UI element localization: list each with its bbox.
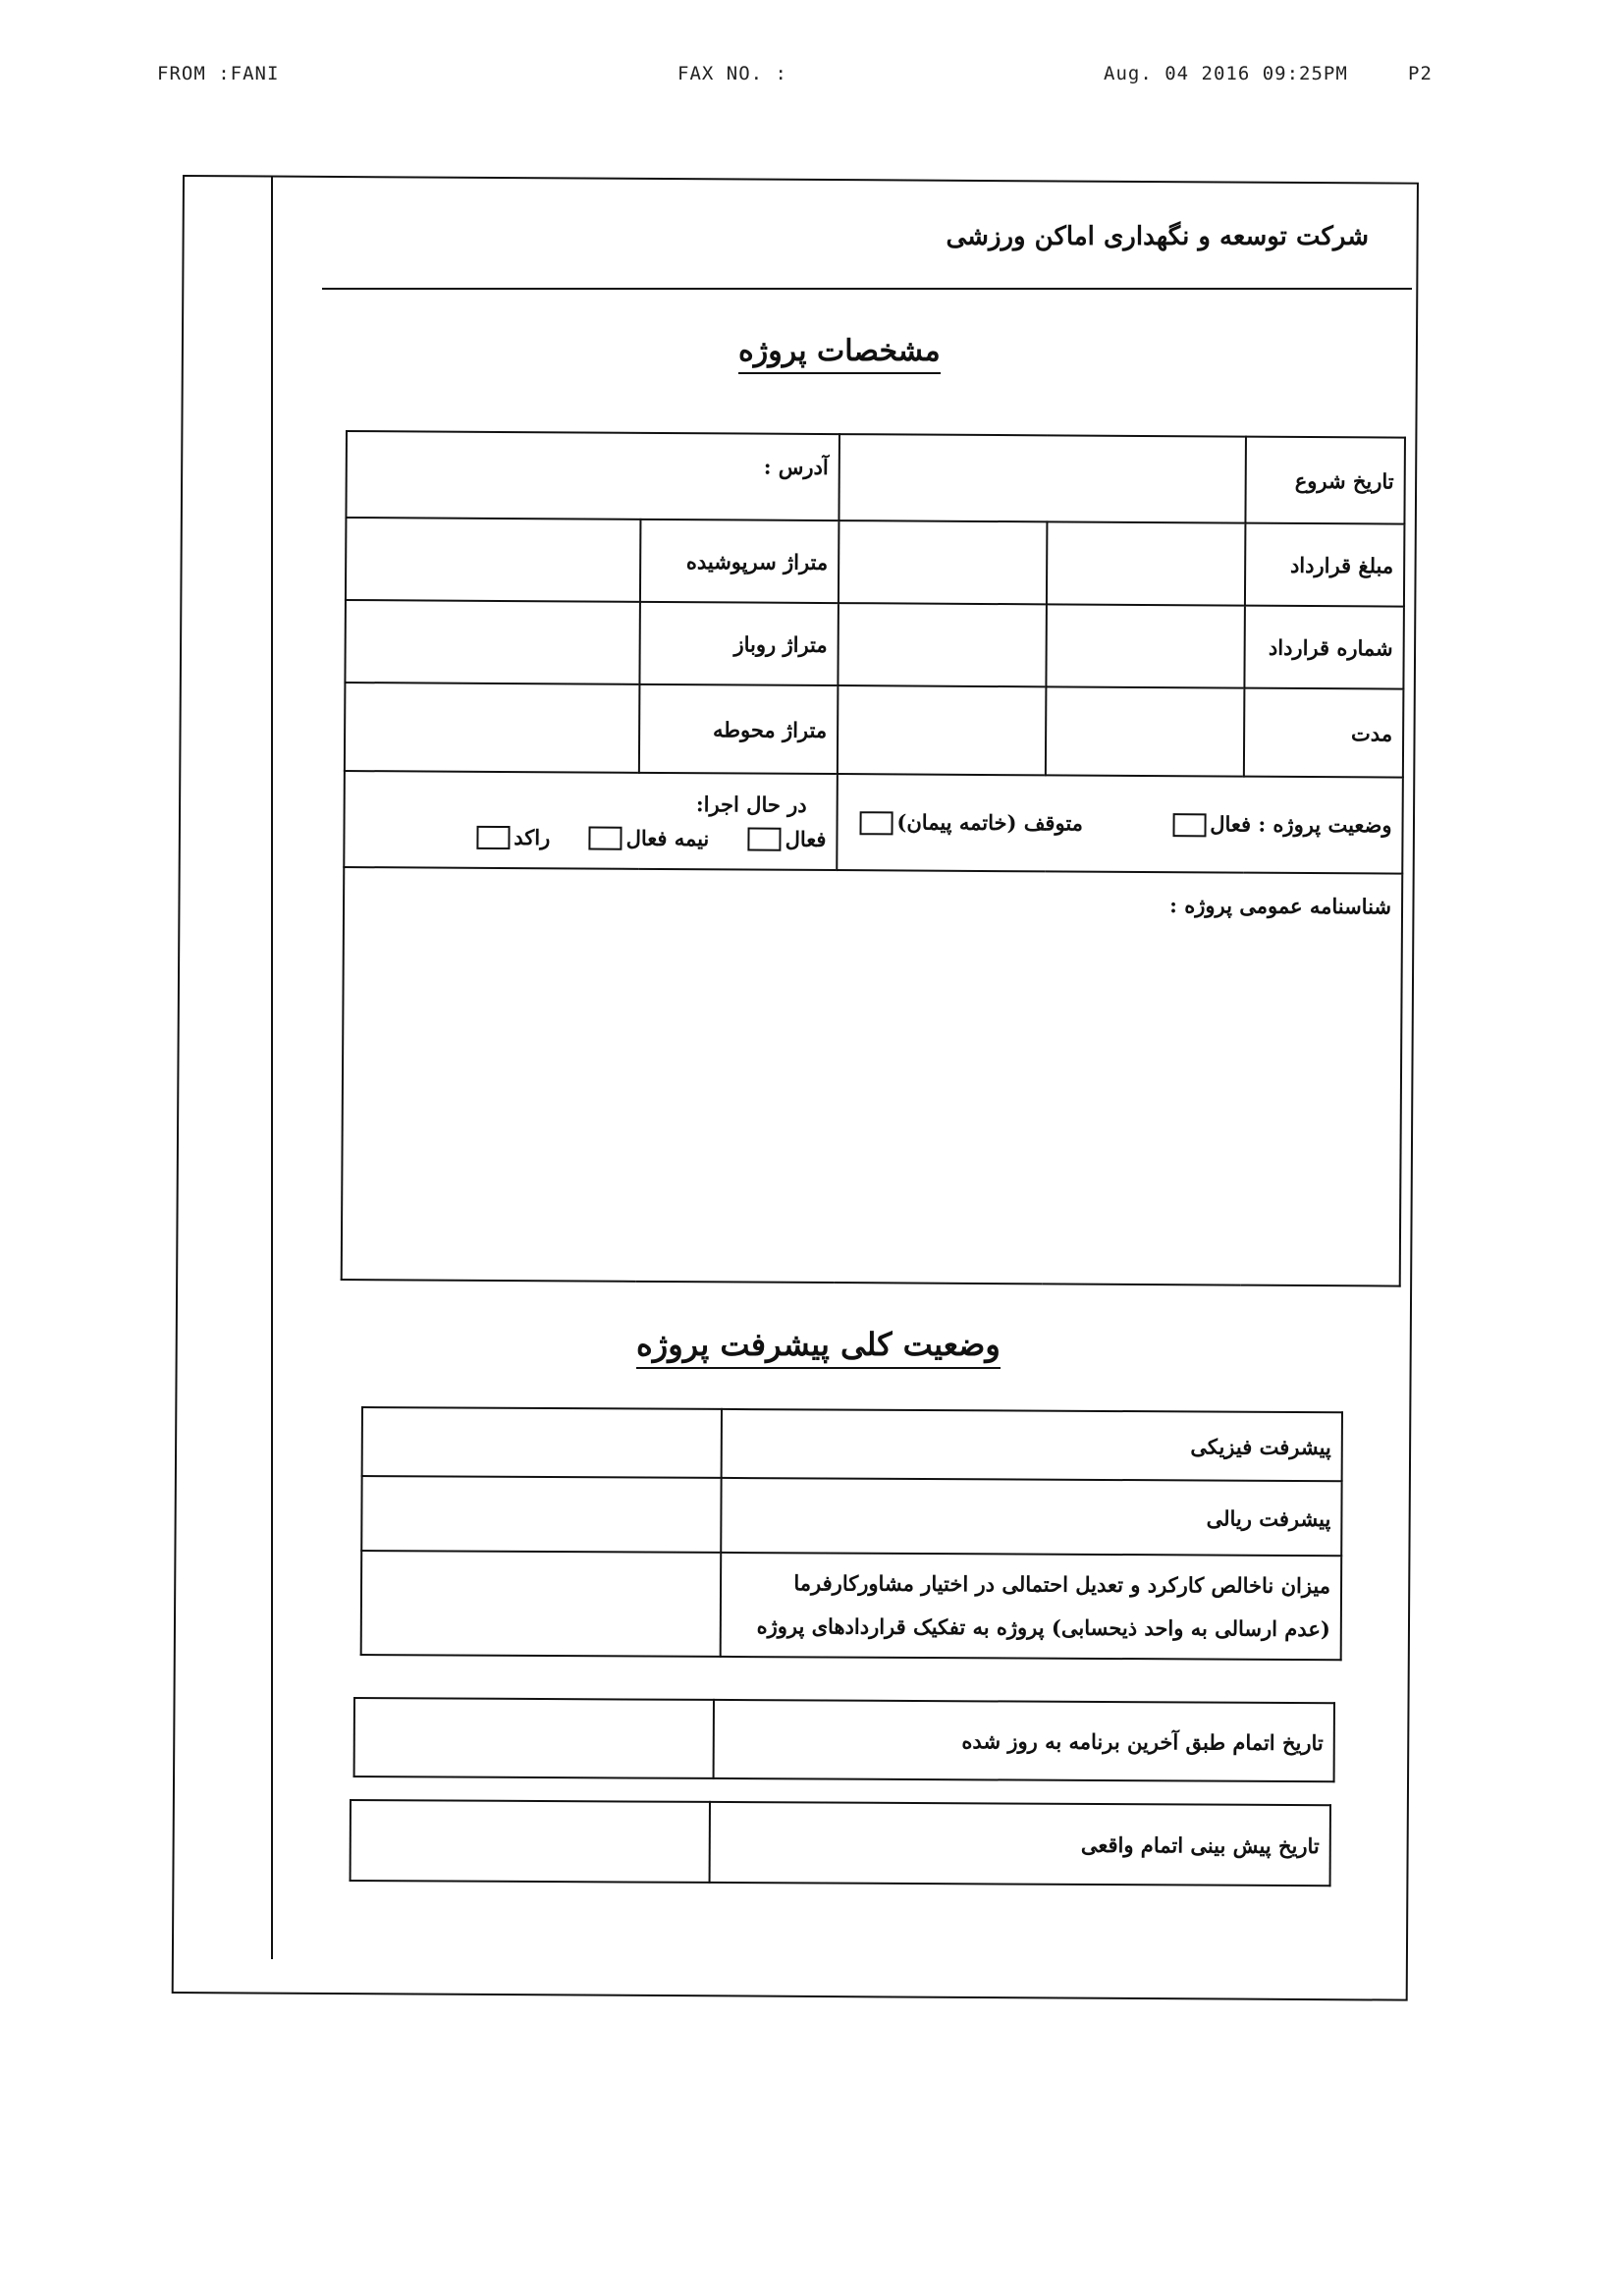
project-status-cell (837, 774, 1403, 874)
open-area-label: متراژ روباز (639, 602, 839, 685)
progress-title: وضعیت کلی پیشرفت پروژه (636, 1326, 1001, 1369)
updated-completion-table (353, 1697, 1335, 1782)
table-row (344, 771, 1403, 874)
gross-work-label (721, 1553, 1342, 1660)
gross-work-label-line2: (عدم ارسالی به واحد ذیحسابی) پروژه به تفکیک قراردادهای پروژه (756, 1613, 1330, 1642)
option-stagnant-checkbox[interactable] (476, 825, 510, 848)
start-date-label: تاریخ شروع (1245, 437, 1405, 524)
status-stopped-checkbox[interactable] (859, 811, 893, 835)
table-row (354, 1698, 1334, 1781)
contract-amount-label: مبلغ قرارداد (1245, 523, 1405, 607)
contract-amount-value[interactable] (1047, 521, 1246, 605)
table-row (345, 600, 1403, 689)
duration-value[interactable] (1046, 686, 1245, 776)
forecast-completion-value[interactable] (351, 1800, 710, 1883)
project-specs-title: مشخصات پروژه (738, 334, 941, 374)
general-profile-label: شناسنامه عمومی پروژه : (1169, 893, 1392, 919)
fax-number: FAX NO. : (677, 63, 787, 84)
status-stopped-label: متوقف (خاتمه پیمان) (896, 809, 1084, 836)
updated-completion-value[interactable] (354, 1698, 714, 1778)
site-area-value[interactable] (345, 683, 640, 773)
updated-completion-label: تاریخ اتمام طبق آخرین برنامه به روز شده (714, 1700, 1334, 1781)
option-active-checkbox[interactable] (748, 827, 782, 850)
forecast-completion-table (350, 1799, 1331, 1886)
start-date-value[interactable] (839, 434, 1246, 523)
forecast-completion-label: تاریخ پیش بینی اتمام واقعی (710, 1802, 1330, 1886)
table-row (351, 1800, 1330, 1886)
covered-area-label: متراژ سرپوشیده (640, 519, 839, 603)
gross-work-value[interactable] (361, 1551, 722, 1657)
status-active-checkbox[interactable] (1172, 813, 1206, 837)
physical-progress-value[interactable] (362, 1407, 722, 1478)
table-row (342, 867, 1403, 1286)
duration-extra[interactable] (838, 685, 1047, 775)
progress-table (360, 1406, 1343, 1661)
gross-work-label-line1: میزان ناخالص کارکرد و تعدیل احتمالی در اختیار مشاورکارفرما (793, 1570, 1331, 1599)
contract-number-extra[interactable] (838, 603, 1047, 686)
fax-page: P2 (1408, 63, 1433, 84)
contract-amount-extra[interactable] (839, 520, 1048, 604)
table-row (361, 1476, 1341, 1556)
covered-area-value[interactable] (346, 518, 641, 602)
option-stagnant-label: راکد (514, 825, 551, 850)
option-stagnant[interactable] (472, 825, 550, 849)
option-active[interactable] (744, 826, 827, 851)
duration-label: مدت (1244, 688, 1404, 778)
option-semi-active[interactable] (585, 825, 710, 850)
address-field[interactable] (346, 431, 839, 520)
project-status-label: وضعیت پروژه : فعال (1210, 811, 1392, 838)
fax-datetime: Aug. 04 2016 09:25PM (1104, 63, 1348, 84)
table-row (346, 431, 1405, 524)
financial-progress-value[interactable] (361, 1476, 721, 1553)
contract-number-value[interactable] (1046, 604, 1245, 687)
in-progress-label: در حال اجرا: (695, 792, 807, 817)
fax-from: FROM :FANI (157, 63, 280, 84)
in-progress-cell (344, 771, 838, 870)
general-profile-field[interactable] (342, 867, 1403, 1286)
frame-left-rule (271, 177, 273, 1959)
contract-number-label: شماره قرارداد (1244, 606, 1404, 689)
financial-progress-label: پیشرفت ریالی (721, 1478, 1341, 1556)
address-label: آدرس : (763, 454, 829, 480)
option-active-label: فعال (785, 826, 827, 851)
table-row (346, 518, 1404, 607)
table-row (361, 1551, 1342, 1660)
company-name: شرکت توسعه و نگهداری اماکن ورزشی (946, 222, 1369, 251)
table-row (362, 1407, 1342, 1481)
physical-progress-label: پیشرفت فیزیکی (722, 1409, 1342, 1481)
site-area-label: متراژ محوطه (639, 684, 839, 774)
open-area-value[interactable] (345, 600, 640, 684)
option-semi-active-checkbox[interactable] (589, 826, 623, 849)
option-semi-active-label: نیمه فعال (625, 825, 710, 851)
table-row (345, 683, 1404, 778)
project-specs-table (341, 430, 1406, 1287)
